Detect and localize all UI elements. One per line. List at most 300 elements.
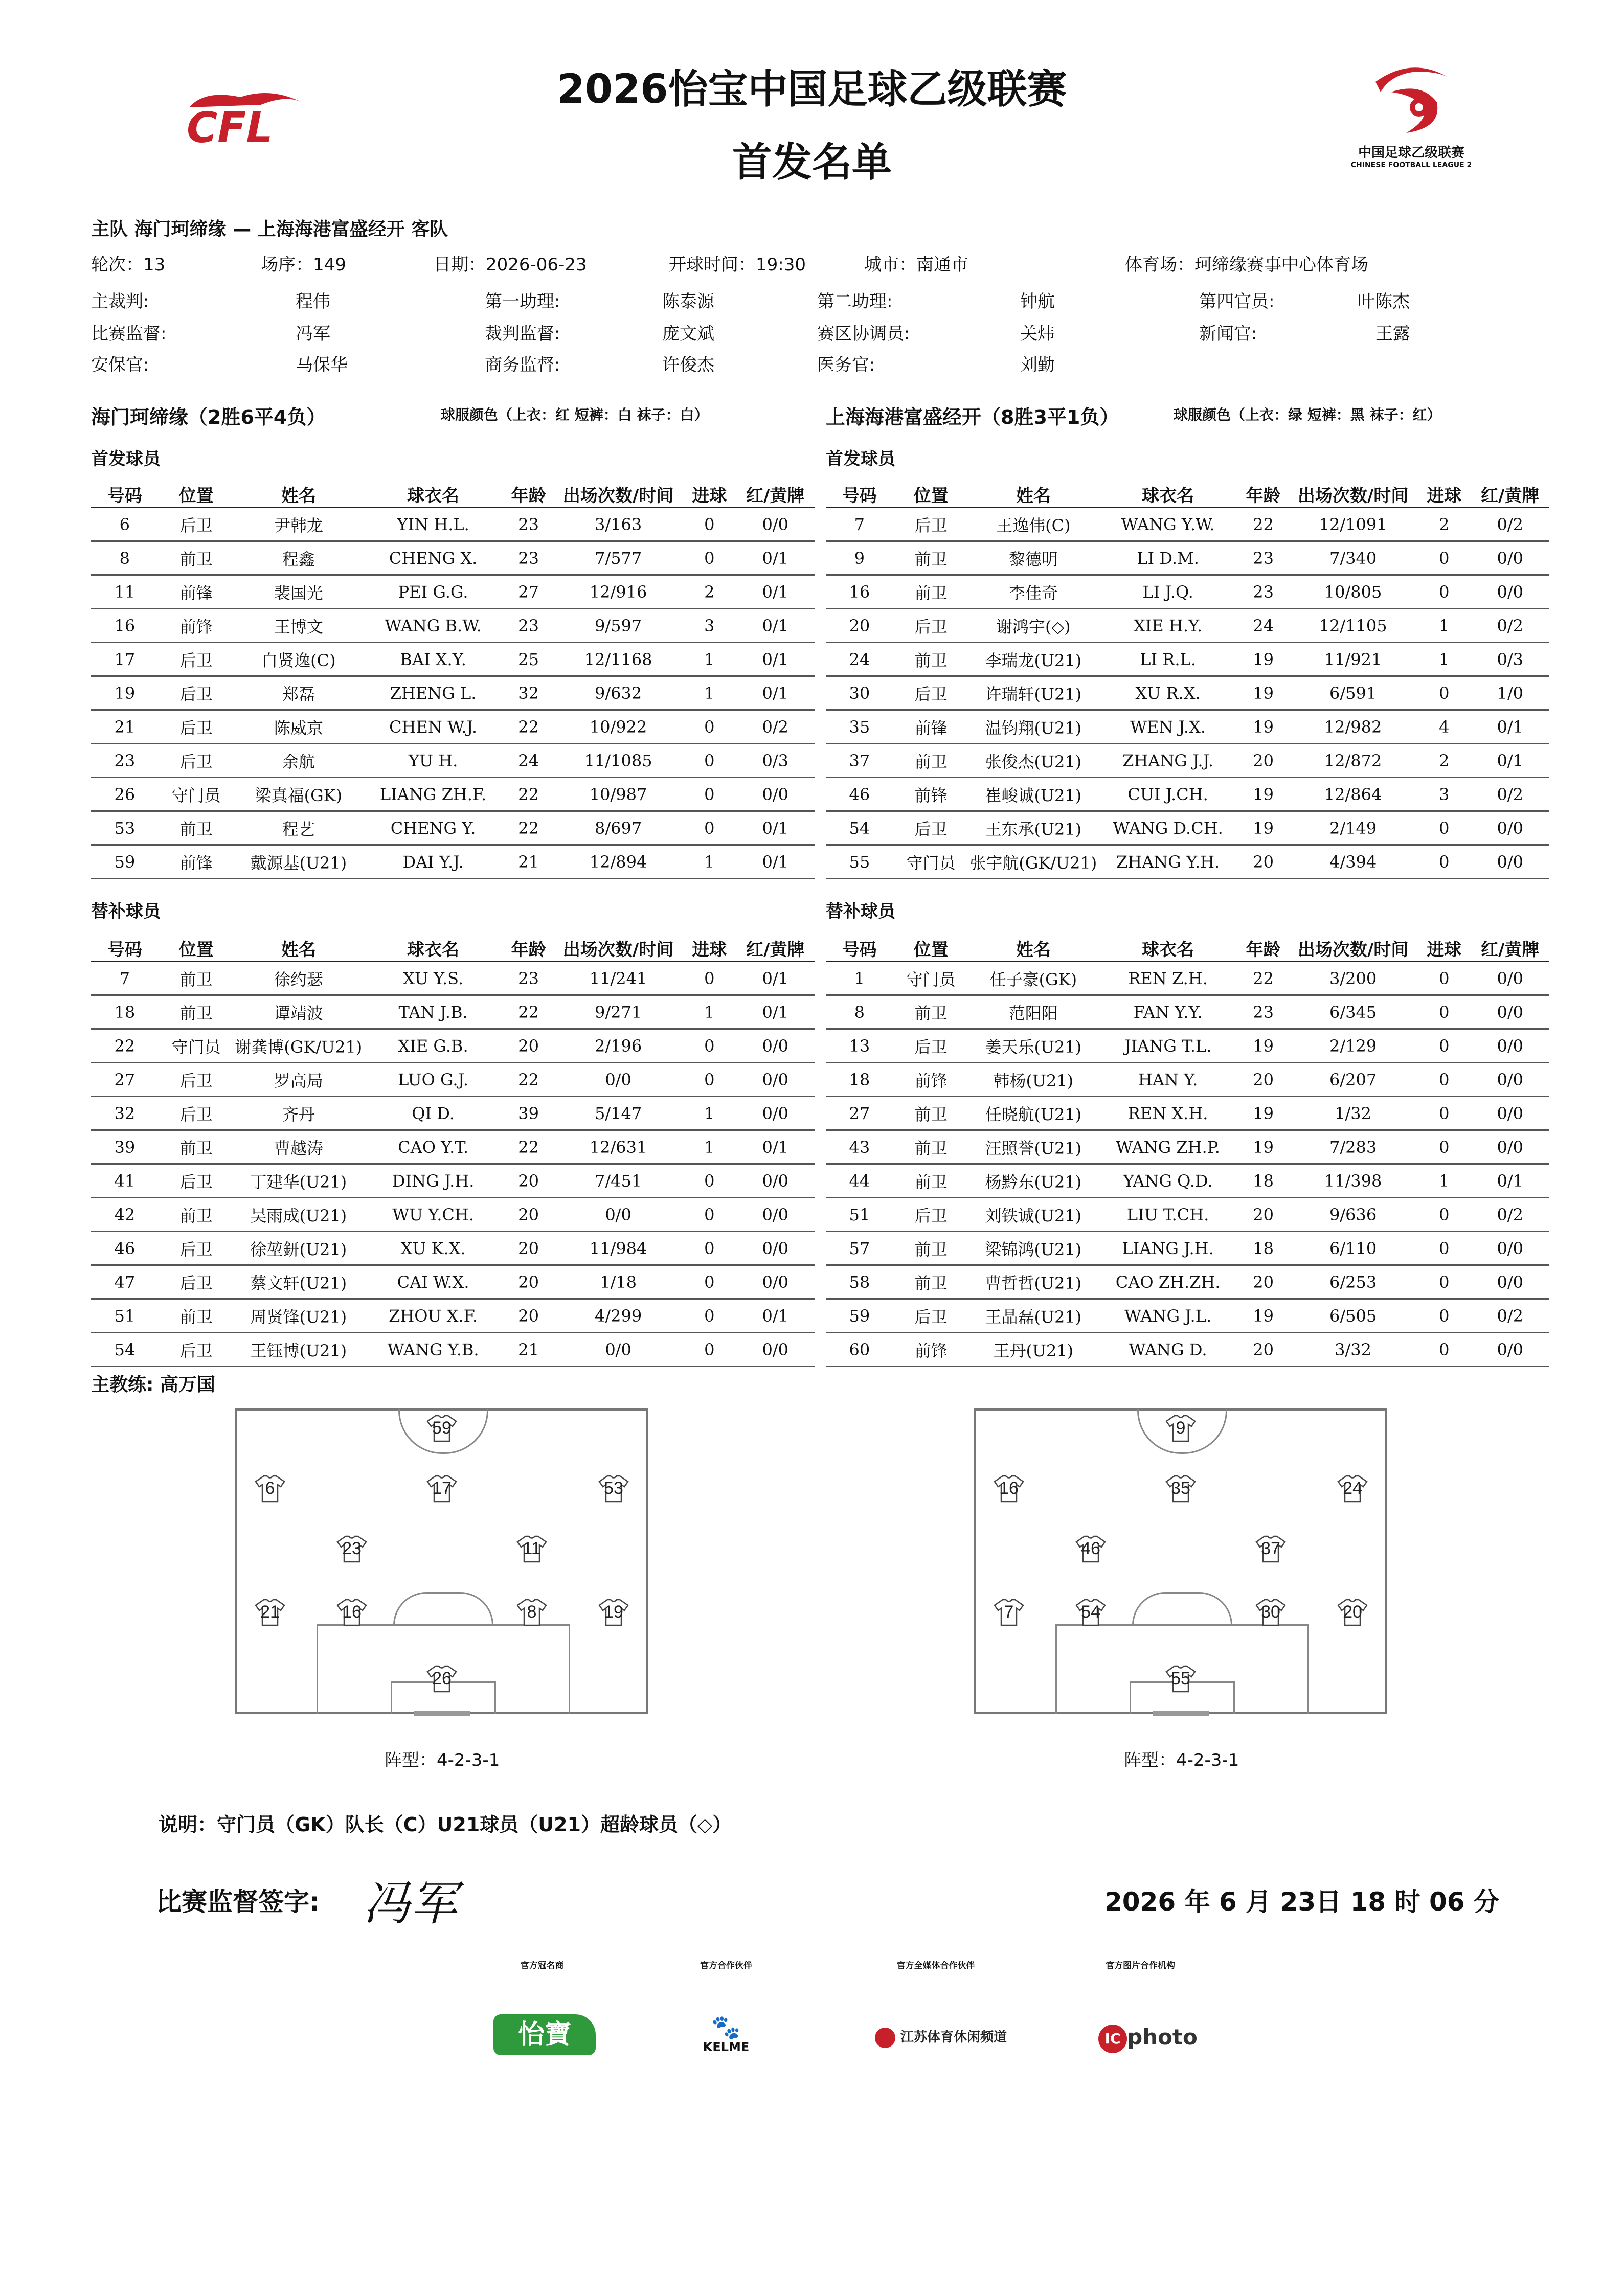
player-appearances: 9/632 <box>554 676 683 710</box>
player-jersey-name: PEI G.G. <box>363 575 503 609</box>
sponsor-role: 官方冠名商 <box>520 1961 564 1971</box>
jiangsu-channel-logo: 江苏体育休闲频道 <box>864 2022 1018 2053</box>
player-jersey-number: 53 <box>604 1479 623 1498</box>
col-goals-header: 进球 <box>692 486 727 506</box>
player-jersey-name: YU H. <box>363 744 503 778</box>
player-jersey-name: CAO Y.T. <box>363 1130 503 1164</box>
player-age: 23 <box>1238 575 1289 609</box>
table-row <box>91 811 815 845</box>
player-age: 19 <box>1238 1130 1289 1164</box>
player-goals: 0 <box>683 744 736 778</box>
player-number: 24 <box>826 643 893 676</box>
player-appearances: 5/147 <box>554 1097 683 1130</box>
match-date: 日期：2026-06-23 <box>434 255 587 275</box>
player-jersey-icon <box>1165 1474 1196 1503</box>
player-goals: 0 <box>683 1232 736 1265</box>
player-cards: 0/1 <box>736 575 815 609</box>
away-starters-table <box>826 482 1549 879</box>
player-jersey-name: XIE H.Y. <box>1098 609 1238 643</box>
table-row <box>826 1029 1549 1063</box>
player-position: 前卫 <box>893 643 969 676</box>
player-goals: 2 <box>1417 744 1471 778</box>
player-cards: 0/0 <box>1471 1029 1549 1063</box>
player-goals: 1 <box>1417 643 1471 676</box>
player-cards: 0/0 <box>1471 1130 1549 1164</box>
player-cards: 0/2 <box>1471 1299 1549 1333</box>
player-goals: 0 <box>683 1063 736 1097</box>
official-value: 关炜 <box>1020 324 1055 344</box>
round: 轮次：13 <box>91 255 166 275</box>
col-cards-header: 红/黄牌 <box>1480 486 1540 506</box>
signature-label: 比赛监督签字: <box>156 1887 320 1917</box>
player-cards: 0/1 <box>736 995 815 1029</box>
table-row <box>91 508 815 541</box>
player-appearances: 9/597 <box>554 609 683 643</box>
document-subtitle: 首发名单 <box>732 140 892 186</box>
player-jersey-number: 30 <box>1261 1602 1280 1622</box>
col-cards-header: 红/黄牌 <box>746 940 805 960</box>
table-row <box>91 710 815 744</box>
player-goals: 0 <box>1417 962 1471 995</box>
table-row <box>91 1299 815 1333</box>
player-appearances: 3/32 <box>1289 1333 1417 1367</box>
player-name: 任晓航(U21) <box>969 1097 1098 1130</box>
away-formation: 阵型：4-2-3-1 <box>1124 1750 1239 1770</box>
player-number: 17 <box>91 643 159 676</box>
player-number: 59 <box>91 845 159 879</box>
away-team-name: 上海海港富盛经开（8胜3平1负） <box>826 406 1119 428</box>
official-value: 许俊杰 <box>662 355 714 375</box>
player-jersey-number: 17 <box>432 1479 452 1498</box>
table-row <box>826 811 1549 845</box>
player-position: 后卫 <box>893 1029 969 1063</box>
player-goals: 0 <box>683 1029 736 1063</box>
player-name: 谢龚博(GK/U21) <box>234 1029 363 1063</box>
player-jersey-icon <box>994 1598 1024 1627</box>
player-appearances: 6/505 <box>1289 1299 1417 1333</box>
player-number: 32 <box>91 1097 159 1130</box>
table-row <box>826 1097 1549 1130</box>
player-name: 王逸伟(C) <box>969 508 1098 541</box>
league-emblem-icon <box>1360 56 1462 138</box>
player-name: 曹哲哲(U21) <box>969 1265 1098 1299</box>
player-jersey-name: LI R.L. <box>1098 643 1238 676</box>
match-header: 主队 海门珂缔缘 — 上海海港富盛经开 客队 <box>91 219 448 240</box>
official-value: 马保华 <box>296 355 348 375</box>
player-name: 王钰博(U21) <box>234 1333 363 1367</box>
player-position: 前锋 <box>159 845 234 879</box>
col-age-header: 年龄 <box>511 486 546 506</box>
player-goals: 0 <box>683 710 736 744</box>
yibao-logo: 怡寶 <box>493 2014 596 2055</box>
player-position: 后卫 <box>159 744 234 778</box>
player-cards: 0/0 <box>736 1164 815 1198</box>
table-row <box>826 1130 1549 1164</box>
player-position: 前卫 <box>159 995 234 1029</box>
player-name: 戴源基(U21) <box>234 845 363 879</box>
player-number: 43 <box>826 1130 893 1164</box>
table-row <box>826 1063 1549 1097</box>
col-appearances-header: 出场次数/时间 <box>562 940 674 960</box>
player-jersey-number: 46 <box>1081 1539 1100 1559</box>
player-position: 前锋 <box>159 609 234 643</box>
player-jersey-name: LI D.M. <box>1098 541 1238 575</box>
player-jersey-number: 55 <box>1171 1669 1190 1689</box>
player-position: 后卫 <box>159 676 234 710</box>
player-age: 20 <box>503 1198 554 1232</box>
player-age: 20 <box>503 1164 554 1198</box>
player-jersey-name: ZHANG J.J. <box>1098 744 1238 778</box>
official-label: 新闻官: <box>1199 324 1257 344</box>
player-name: 余航 <box>234 744 363 778</box>
player-cards: 0/0 <box>736 1097 815 1130</box>
player-position: 前卫 <box>893 1097 969 1130</box>
col-jersey-name-header: 球衣名 <box>407 486 460 506</box>
player-jersey-name: CAI W.X. <box>363 1265 503 1299</box>
col-age-header: 年龄 <box>1246 940 1281 960</box>
player-appearances: 0/0 <box>554 1063 683 1097</box>
head-coach: 主教练: 高万国 <box>91 1374 215 1395</box>
player-number: 23 <box>91 744 159 778</box>
player-jersey-icon <box>1165 1665 1196 1693</box>
player-number: 19 <box>91 676 159 710</box>
player-appearances: 9/636 <box>1289 1198 1417 1232</box>
player-number: 44 <box>826 1164 893 1198</box>
player-cards: 0/1 <box>736 845 815 879</box>
col-jersey-name-header: 球衣名 <box>1142 940 1194 960</box>
player-name: 周贤锋(U21) <box>234 1299 363 1333</box>
sponsor-role: 官方合作伙伴 <box>700 1961 752 1971</box>
player-position: 前卫 <box>893 541 969 575</box>
player-position: 前卫 <box>893 1164 969 1198</box>
player-number: 46 <box>91 1232 159 1265</box>
player-goals: 0 <box>683 1299 736 1333</box>
player-cards: 0/0 <box>736 1029 815 1063</box>
player-age: 18 <box>1238 1232 1289 1265</box>
player-goals: 0 <box>1417 541 1471 575</box>
player-name: 吴雨成(U21) <box>234 1198 363 1232</box>
table-row <box>826 995 1549 1029</box>
city: 城市：南通市 <box>864 255 968 275</box>
player-appearances: 0/0 <box>554 1333 683 1367</box>
player-goals: 0 <box>1417 1130 1471 1164</box>
player-age: 23 <box>503 609 554 643</box>
player-age: 19 <box>1238 676 1289 710</box>
player-position: 前锋 <box>159 575 234 609</box>
player-cards: 0/1 <box>736 676 815 710</box>
player-age: 19 <box>1238 811 1289 845</box>
stadium: 体育场：珂缔缘赛事中心体育场 <box>1125 255 1368 275</box>
player-appearances: 7/577 <box>554 541 683 575</box>
table-row <box>91 1333 815 1367</box>
player-goals: 0 <box>683 811 736 845</box>
player-age: 20 <box>503 1265 554 1299</box>
player-goals: 0 <box>1417 1063 1471 1097</box>
player-jersey-number: 7 <box>1004 1602 1014 1622</box>
col-goals-header: 进球 <box>1427 940 1462 960</box>
player-number: 20 <box>826 609 893 643</box>
player-appearances: 11/241 <box>554 962 683 995</box>
official-label: 比赛监督: <box>91 324 167 344</box>
player-jersey-name: WANG Y.B. <box>363 1333 503 1367</box>
player-jersey-icon <box>426 1474 457 1503</box>
player-name: 张俊杰(U21) <box>969 744 1098 778</box>
table-row <box>91 1130 815 1164</box>
player-goals: 0 <box>1417 1198 1471 1232</box>
player-cards: 0/1 <box>736 962 815 995</box>
col-jersey-name-header: 球衣名 <box>407 940 460 960</box>
player-cards: 0/0 <box>1471 1265 1549 1299</box>
player-position: 前卫 <box>159 1130 234 1164</box>
col-appearances-header: 出场次数/时间 <box>562 486 674 506</box>
player-jersey-icon <box>255 1474 285 1503</box>
player-number: 9 <box>826 541 893 575</box>
player-jersey-name: XIE G.B. <box>363 1029 503 1063</box>
player-number: 54 <box>826 811 893 845</box>
player-appearances: 11/921 <box>1289 643 1417 676</box>
player-age: 22 <box>503 710 554 744</box>
official-value: 庞文斌 <box>662 324 714 344</box>
player-appearances: 1/18 <box>554 1265 683 1299</box>
player-age: 22 <box>1238 508 1289 541</box>
player-appearances: 12/864 <box>1289 778 1417 811</box>
player-age: 22 <box>1238 962 1289 995</box>
player-name: 蔡文轩(U21) <box>234 1265 363 1299</box>
player-jersey-number: 20 <box>1343 1602 1362 1622</box>
player-position: 后卫 <box>159 1333 234 1367</box>
player-number: 18 <box>826 1063 893 1097</box>
player-cards: 0/0 <box>1471 1063 1549 1097</box>
player-age: 23 <box>503 962 554 995</box>
player-name: 谭靖波 <box>234 995 363 1029</box>
player-goals: 1 <box>1417 609 1471 643</box>
player-appearances: 7/340 <box>1289 541 1417 575</box>
official-value: 叶陈杰 <box>1358 291 1410 312</box>
player-appearances: 4/394 <box>1289 845 1417 879</box>
table-row <box>91 575 815 609</box>
sponsor-role: 官方全媒体合作伙伴 <box>896 1961 975 1971</box>
player-jersey-name: WANG Y.W. <box>1098 508 1238 541</box>
player-cards: 0/0 <box>736 1198 815 1232</box>
player-position: 前卫 <box>893 1130 969 1164</box>
player-goals: 0 <box>1417 1299 1471 1333</box>
table-row <box>826 744 1549 778</box>
away-kit-colors: 球服颜色（上衣：绿 短裤：黑 袜子：红） <box>1174 406 1441 423</box>
player-cards: 0/0 <box>1471 541 1549 575</box>
player-appearances: 11/398 <box>1289 1164 1417 1198</box>
player-cards: 0/3 <box>1471 643 1549 676</box>
player-cards: 0/0 <box>1471 1232 1549 1265</box>
player-name: 徐约瑟 <box>234 962 363 995</box>
table-row <box>91 609 815 643</box>
player-appearances: 12/631 <box>554 1130 683 1164</box>
official-label: 第四官员: <box>1199 291 1275 312</box>
player-position: 后卫 <box>893 1299 969 1333</box>
player-position: 前锋 <box>893 778 969 811</box>
player-cards: 0/0 <box>736 508 815 541</box>
player-position: 前锋 <box>893 1063 969 1097</box>
table-row <box>91 962 815 995</box>
col-appearances-header: 出场次数/时间 <box>1297 486 1409 506</box>
col-age-header: 年龄 <box>511 940 546 960</box>
player-name: 尹韩龙 <box>234 508 363 541</box>
official-value: 钟航 <box>1020 291 1055 312</box>
player-jersey-name: CHEN W.J. <box>363 710 503 744</box>
player-appearances: 12/1105 <box>1289 609 1417 643</box>
col-age-header: 年龄 <box>1246 486 1281 506</box>
player-age: 20 <box>1238 1333 1289 1367</box>
player-jersey-name: YIN H.L. <box>363 508 503 541</box>
table-row <box>91 1265 815 1299</box>
player-position: 后卫 <box>159 1097 234 1130</box>
player-appearances: 8/697 <box>554 811 683 845</box>
player-number: 30 <box>826 676 893 710</box>
player-age: 22 <box>503 811 554 845</box>
player-name: 张宇航(GK/U21) <box>969 845 1098 879</box>
col-position-header: 位置 <box>178 486 214 506</box>
player-cards: 0/2 <box>1471 508 1549 541</box>
player-age: 19 <box>1238 643 1289 676</box>
player-appearances: 11/984 <box>554 1232 683 1265</box>
player-jersey-icon <box>1075 1535 1106 1563</box>
player-jersey-name: WEN J.X. <box>1098 710 1238 744</box>
player-age: 19 <box>1238 1299 1289 1333</box>
player-number: 59 <box>826 1299 893 1333</box>
player-number: 51 <box>91 1299 159 1333</box>
player-number: 18 <box>91 995 159 1029</box>
player-goals: 1 <box>683 1130 736 1164</box>
player-jersey-number: 19 <box>604 1602 623 1622</box>
player-jersey-icon <box>426 1414 457 1443</box>
player-number: 54 <box>91 1333 159 1367</box>
player-number: 53 <box>91 811 159 845</box>
player-jersey-icon <box>255 1598 285 1627</box>
player-age: 23 <box>503 508 554 541</box>
cfl-logo <box>184 87 312 148</box>
player-jersey-name: WANG D.CH. <box>1098 811 1238 845</box>
table-row <box>826 508 1549 541</box>
away-starters-label: 首发球员 <box>826 449 895 469</box>
table-row <box>826 643 1549 676</box>
player-appearances: 12/1168 <box>554 643 683 676</box>
col-appearances-header: 出场次数/时间 <box>1297 940 1409 960</box>
official-value: 王露 <box>1375 324 1410 344</box>
player-age: 32 <box>503 676 554 710</box>
table-row <box>91 1063 815 1097</box>
table-row <box>826 1232 1549 1265</box>
player-position: 后卫 <box>159 1164 234 1198</box>
home-kit-colors: 球服颜色（上衣：红 短裤：白 袜子：白） <box>441 406 709 423</box>
player-age: 24 <box>503 744 554 778</box>
player-jersey-name: CUI J.CH. <box>1098 778 1238 811</box>
player-age: 25 <box>503 643 554 676</box>
player-number: 35 <box>826 710 893 744</box>
player-position: 前卫 <box>159 811 234 845</box>
player-appearances: 10/805 <box>1289 575 1417 609</box>
player-name: 黎德明 <box>969 541 1098 575</box>
player-jersey-name: LUO G.J. <box>363 1063 503 1097</box>
player-name: 丁建华(U21) <box>234 1164 363 1198</box>
table-row <box>91 643 815 676</box>
player-jersey-number: 23 <box>342 1539 362 1559</box>
player-number: 55 <box>826 845 893 879</box>
player-position: 前锋 <box>893 1333 969 1367</box>
player-jersey-name: ZHOU X.F. <box>363 1299 503 1333</box>
player-name: 范阳阳 <box>969 995 1098 1029</box>
player-jersey-name: XU K.X. <box>363 1232 503 1265</box>
player-jersey-name: WANG B.W. <box>363 609 503 643</box>
player-position: 前锋 <box>893 710 969 744</box>
player-name: 陈威京 <box>234 710 363 744</box>
player-jersey-number: 37 <box>1261 1539 1280 1559</box>
table-row <box>826 962 1549 995</box>
player-appearances: 12/916 <box>554 575 683 609</box>
player-appearances: 12/1091 <box>1289 508 1417 541</box>
player-goals: 2 <box>683 575 736 609</box>
player-number: 60 <box>826 1333 893 1367</box>
player-appearances: 7/283 <box>1289 1130 1417 1164</box>
player-cards: 0/1 <box>1471 1164 1549 1198</box>
player-appearances: 3/200 <box>1289 962 1417 995</box>
player-appearances: 11/1085 <box>554 744 683 778</box>
official-value: 陈泰源 <box>662 291 714 312</box>
player-jersey-name: REN X.H. <box>1098 1097 1238 1130</box>
official-label: 安保官: <box>91 355 149 375</box>
player-name: 齐丹 <box>234 1097 363 1130</box>
player-name: 郑磊 <box>234 676 363 710</box>
player-cards: 0/1 <box>736 643 815 676</box>
player-goals: 0 <box>683 778 736 811</box>
away-pitch <box>974 1408 1387 1714</box>
player-number: 8 <box>826 995 893 1029</box>
player-jersey-number: 26 <box>432 1669 452 1689</box>
penalty-arc <box>393 1592 493 1625</box>
player-appearances: 9/271 <box>554 995 683 1029</box>
player-goals: 0 <box>1417 1333 1471 1367</box>
player-position: 后卫 <box>159 1232 234 1265</box>
player-age: 22 <box>503 1063 554 1097</box>
away-subs-table <box>826 936 1549 1367</box>
official-label: 医务官: <box>817 355 875 375</box>
player-position: 守门员 <box>893 962 969 995</box>
player-appearances: 6/591 <box>1289 676 1417 710</box>
table-row <box>826 1333 1549 1367</box>
player-number: 26 <box>91 778 159 811</box>
official-label: 商务监督: <box>485 355 560 375</box>
player-age: 23 <box>1238 995 1289 1029</box>
player-name: 罗高局 <box>234 1063 363 1097</box>
player-appearances: 10/987 <box>554 778 683 811</box>
player-number: 37 <box>826 744 893 778</box>
player-name: 温钧翔(U21) <box>969 710 1098 744</box>
player-jersey-icon <box>426 1665 457 1693</box>
player-jersey-number: 6 <box>265 1479 275 1498</box>
player-cards: 0/1 <box>736 609 815 643</box>
signature-datetime: 2026 年 6 月 23日 18 时 06 分 <box>1104 1887 1499 1917</box>
player-age: 20 <box>1238 1198 1289 1232</box>
player-goals: 3 <box>1417 778 1471 811</box>
player-position: 前卫 <box>159 1299 234 1333</box>
player-goals: 1 <box>683 1097 736 1130</box>
player-age: 18 <box>1238 1164 1289 1198</box>
player-jersey-icon <box>598 1474 629 1503</box>
player-appearances: 4/299 <box>554 1299 683 1333</box>
player-position: 前卫 <box>893 744 969 778</box>
col-name-header: 姓名 <box>281 486 316 506</box>
player-position: 后卫 <box>893 1198 969 1232</box>
player-number: 8 <box>91 541 159 575</box>
player-jersey-name: XU Y.S. <box>363 962 503 995</box>
